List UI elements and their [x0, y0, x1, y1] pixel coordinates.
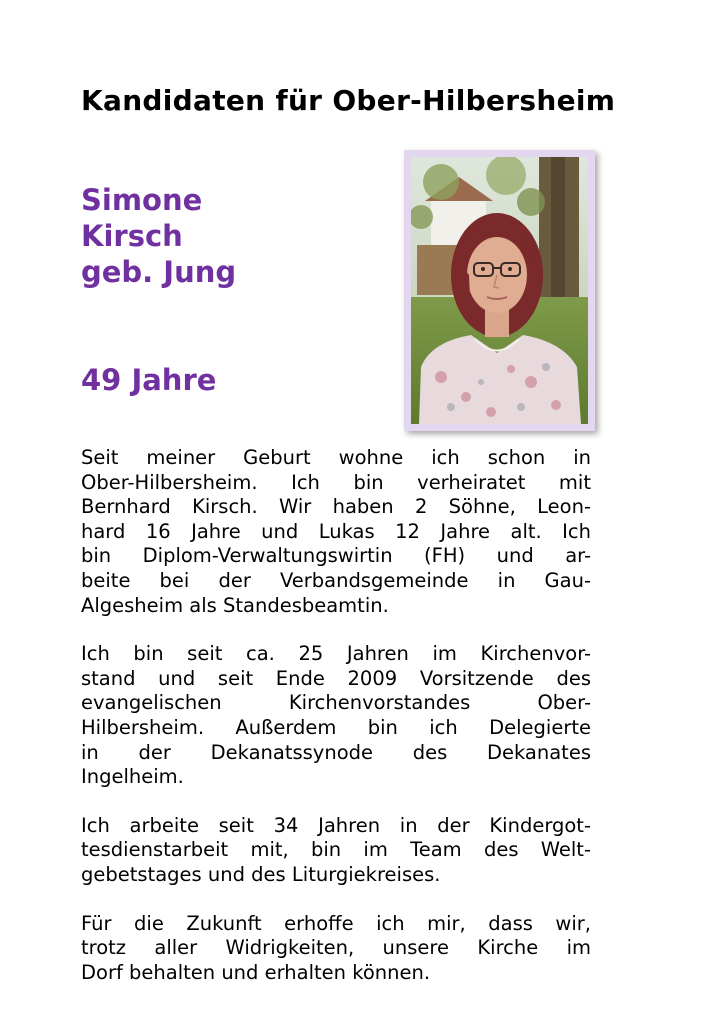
- text-line: evangelischen Kirchenvorstandes Ober-: [81, 691, 591, 715]
- page-title: Kandidaten für Ober-Hilbersheim: [81, 84, 616, 117]
- candidate-age: 49 Jahre: [81, 363, 217, 397]
- candidate-name: [81, 182, 381, 290]
- text-line: Hilbersheim. Außerdem bin ich Delegierte: [81, 715, 591, 739]
- text-line: Ich arbeite seit 34 Jahren in der Kindergot-: [81, 813, 591, 837]
- text-line: stand und seit Ende 2009 Vorsitzende des: [81, 666, 591, 690]
- paragraph-3: [81, 814, 591, 888]
- text-line: Algesheim als Standesbeamtin.: [81, 593, 389, 617]
- text-line: bin Diplom-Verwaltungswirtin (FH) und ar-: [81, 544, 591, 568]
- candidate-last-name: Kirsch: [81, 219, 183, 253]
- text-line: Bernhard Kirsch. Wir haben 2 Söhne, Leon-: [81, 495, 591, 519]
- paragraph-2: [81, 642, 591, 790]
- text-line: Seit meiner Geburt wohne ich schon in: [81, 446, 591, 469]
- candidate-description: [81, 446, 591, 1009]
- paragraph-1: [81, 446, 591, 618]
- portrait-photo-frame: [404, 150, 595, 431]
- text-line: Ober-Hilbersheim. Ich bin verheiratet mit: [81, 470, 591, 494]
- text-line: gebetstages und des Liturgiekreises.: [81, 862, 441, 886]
- paragraph-4: [81, 912, 591, 986]
- text-line: trotz aller Widrigkeiten, unsere Kirche im: [81, 936, 591, 960]
- text-line: Für die Zukunft erhoffe ich mir, dass wir,: [81, 911, 591, 935]
- candidate-first-name: Simone: [81, 183, 203, 217]
- text-line: beite bei der Verbandsgemeinde in Gau-: [81, 568, 591, 592]
- text-line: tesdienstarbeit mit, bin im Team des Welt-: [81, 838, 591, 862]
- portrait-photo-icon: [411, 157, 588, 424]
- text-line: hard 16 Jahre und Lukas 12 Jahre alt. Ich: [81, 519, 591, 543]
- text-line: Ingelheim.: [81, 765, 184, 789]
- text-line: Dorf behalten und erhalten können.: [81, 960, 431, 984]
- candidate-birth-name: geb. Jung: [81, 255, 237, 289]
- text-line: in der Dekanatssynode des Dekanates: [81, 740, 591, 764]
- text-line: Ich bin seit ca. 25 Jahren im Kirchenvor-: [81, 642, 591, 666]
